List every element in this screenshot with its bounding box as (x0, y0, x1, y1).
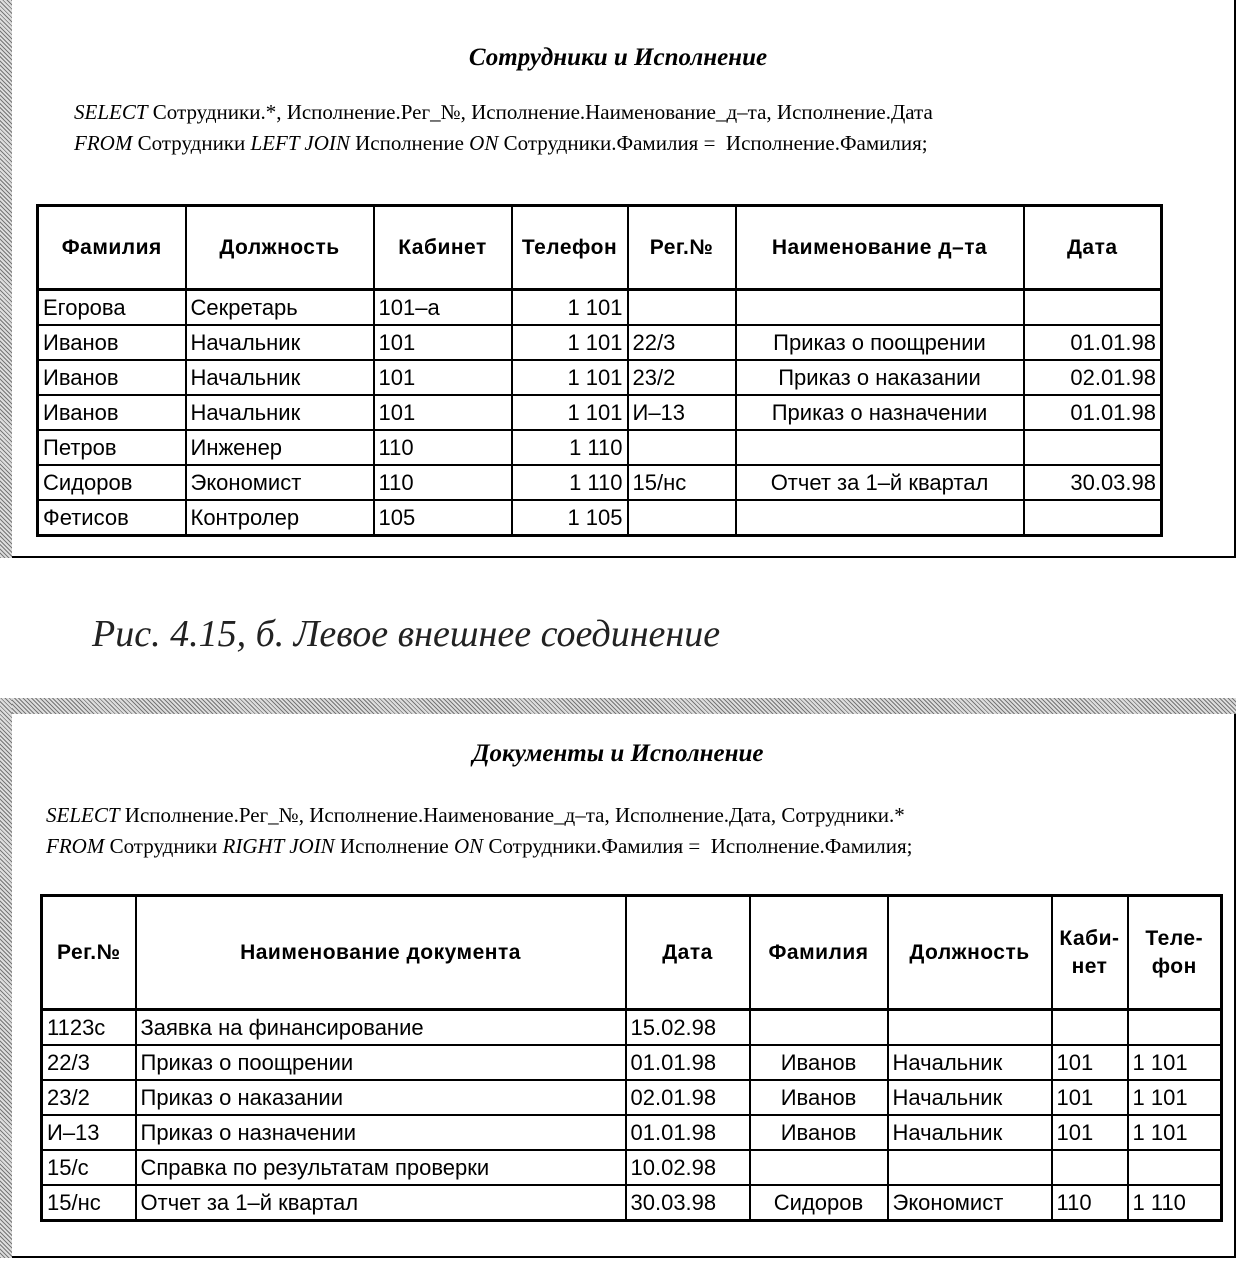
table-row[interactable] (38, 465, 1162, 500)
column-header[interactable]: Должность (186, 206, 374, 290)
table-cell[interactable]: 110 (374, 430, 512, 465)
sql-text: Исполнение (334, 834, 454, 858)
figure1-sql (74, 97, 933, 159)
figure2-sql (46, 800, 912, 862)
table-cell[interactable] (736, 290, 1024, 326)
table-cell[interactable] (628, 500, 736, 536)
table-cell[interactable]: 30.03.98 (1024, 465, 1162, 500)
table-cell[interactable]: 01.01.98 (626, 1115, 750, 1150)
table-row[interactable] (38, 395, 1162, 430)
table-cell[interactable]: 02.01.98 (626, 1080, 750, 1115)
table-cell[interactable]: Приказ о наказании (136, 1080, 626, 1115)
column-header[interactable]: Рег.№ (628, 206, 736, 290)
sql-keyword: SELECT (74, 100, 148, 124)
table-cell[interactable]: Начальник (888, 1045, 1052, 1080)
table-row[interactable] (42, 1045, 1222, 1080)
table-cell[interactable]: Егорова (38, 290, 186, 326)
table-cell[interactable]: 15/нс (628, 465, 736, 500)
table-cell[interactable] (888, 1010, 1052, 1046)
table-row[interactable] (38, 500, 1162, 536)
table-cell[interactable]: 101 (1052, 1045, 1128, 1080)
table-cell[interactable]: Иванов (750, 1080, 888, 1115)
column-header[interactable] (1052, 896, 1128, 1010)
sql-text: Сотрудники.*, Исполнение.Рег_№, Исполнение.Наименование_д–та, Исполнение.Дата (147, 100, 933, 124)
table-header-row (38, 206, 1162, 290)
sql-text: Сотрудники.Фамилия = Исполнение.Фамилия; (483, 834, 913, 858)
table-cell[interactable]: 1 105 (512, 500, 628, 536)
sql-text: Сотрудники (104, 834, 223, 858)
table-cell[interactable]: Начальник (186, 325, 374, 360)
table-row[interactable] (38, 430, 1162, 465)
table-cell[interactable]: Иванов (750, 1115, 888, 1150)
table-cell[interactable]: Инженер (186, 430, 374, 465)
table-cell[interactable]: 01.01.98 (626, 1045, 750, 1080)
table-cell[interactable]: Иванов (38, 395, 186, 430)
table-cell[interactable]: Петров (38, 430, 186, 465)
column-header[interactable]: Телефон (512, 206, 628, 290)
table-cell[interactable] (888, 1150, 1052, 1185)
sql-text: Сотрудники.Фамилия = Исполнение.Фамилия; (498, 131, 928, 155)
table-cell[interactable]: Отчет за 1–й квартал (736, 465, 1024, 500)
table-row[interactable] (38, 360, 1162, 395)
table-cell[interactable] (1128, 1150, 1222, 1185)
table-cell[interactable]: 1 101 (1128, 1080, 1222, 1115)
table-header-row (42, 896, 1222, 1010)
table-cell[interactable]: 15/с (42, 1150, 136, 1185)
table-cell[interactable]: Секретарь (186, 290, 374, 326)
table-cell[interactable]: Начальник (888, 1080, 1052, 1115)
table-cell[interactable] (736, 500, 1024, 536)
table-cell[interactable]: Приказ о наказании (736, 360, 1024, 395)
header-line: нет (1071, 954, 1108, 978)
sql-keyword: ON (469, 131, 499, 155)
figure-caption: Рис. 4.15, б. Левое внешнее соединение (92, 613, 721, 655)
right-join-result-table (40, 894, 1223, 1222)
table-cell[interactable]: Фетисов (38, 500, 186, 536)
table-cell[interactable]: Сидоров (750, 1185, 888, 1221)
table-cell[interactable]: 101 (1052, 1115, 1128, 1150)
table-cell[interactable]: 1 110 (512, 430, 628, 465)
table-cell[interactable]: 1 101 (1128, 1045, 1222, 1080)
table-cell[interactable] (1024, 290, 1162, 326)
table-cell[interactable]: 02.01.98 (1024, 360, 1162, 395)
table-cell[interactable]: 1123с (42, 1010, 136, 1046)
table-row[interactable] (42, 1010, 1222, 1046)
window-shadow (0, 698, 1236, 714)
table-cell[interactable]: 1 101 (512, 360, 628, 395)
table-cell[interactable] (1052, 1150, 1128, 1185)
table-cell[interactable]: 1 101 (512, 290, 628, 326)
table-cell[interactable]: 105 (374, 500, 512, 536)
table-cell[interactable]: 01.01.98 (1024, 325, 1162, 360)
table-cell[interactable]: 23/2 (628, 360, 736, 395)
window-shadow (0, 0, 12, 558)
sql-keyword: FROM (74, 131, 133, 155)
left-join-window (0, 0, 1236, 558)
column-header[interactable]: Фамилия (750, 896, 888, 1010)
table-cell[interactable]: 15/нс (42, 1185, 136, 1221)
table-row[interactable] (38, 290, 1162, 326)
sql-keyword: LEFT JOIN (250, 131, 350, 155)
table-cell[interactable]: Контролер (186, 500, 374, 536)
table-cell[interactable]: 101 (374, 325, 512, 360)
table-cell[interactable]: 1 101 (512, 395, 628, 430)
column-header[interactable]: Дата (626, 896, 750, 1010)
table-cell[interactable]: Приказ о поощрении (136, 1045, 626, 1080)
table-cell[interactable]: Приказ о поощрении (736, 325, 1024, 360)
table-cell[interactable]: Начальник (186, 360, 374, 395)
table-cell[interactable] (1024, 500, 1162, 536)
figure1-title: Сотрудники и Исполнение (468, 44, 768, 71)
sql-keyword: FROM (46, 834, 105, 858)
table-cell[interactable]: 01.01.98 (1024, 395, 1162, 430)
header-line: фон (1151, 954, 1197, 978)
table-cell[interactable] (736, 430, 1024, 465)
table-cell[interactable]: 110 (1052, 1185, 1128, 1221)
table-cell[interactable] (628, 290, 736, 326)
column-header[interactable]: Должность (888, 896, 1052, 1010)
sql-keyword: RIGHT JOIN (222, 834, 335, 858)
sql-text: Сотрудники (132, 131, 251, 155)
table-cell[interactable]: 15.02.98 (626, 1010, 750, 1046)
table-cell[interactable]: Приказ о назначении (736, 395, 1024, 430)
table-cell[interactable] (1052, 1010, 1128, 1046)
table-cell[interactable]: Иванов (38, 360, 186, 395)
table-cell[interactable] (1024, 430, 1162, 465)
table-cell[interactable]: Иванов (38, 325, 186, 360)
table-cell[interactable]: Приказ о назначении (136, 1115, 626, 1150)
table-cell[interactable]: 1 101 (1128, 1115, 1222, 1150)
table-cell[interactable]: Отчет за 1–й квартал (136, 1185, 626, 1221)
table-cell[interactable]: Сидоров (38, 465, 186, 500)
column-header[interactable]: Наименование документа (136, 896, 626, 1010)
table-cell[interactable]: 101 (374, 395, 512, 430)
table-cell[interactable] (1128, 1010, 1222, 1046)
table-cell[interactable]: 101–а (374, 290, 512, 326)
sql-keyword: SELECT (46, 803, 120, 827)
window-shadow (0, 698, 12, 1258)
table-cell[interactable]: Начальник (888, 1115, 1052, 1150)
table-cell[interactable]: 110 (374, 465, 512, 500)
table-cell[interactable]: 22/3 (42, 1045, 136, 1080)
table-cell[interactable]: И–13 (628, 395, 736, 430)
table-cell[interactable]: 1 110 (512, 465, 628, 500)
table-cell[interactable]: 30.03.98 (626, 1185, 750, 1221)
column-header[interactable]: Рег.№ (42, 896, 136, 1010)
left-join-result-table (36, 204, 1163, 537)
figure2-title: Документы и Исполнение (472, 740, 764, 767)
column-header[interactable]: Наименование д–та (736, 206, 1024, 290)
table-row[interactable] (42, 1115, 1222, 1150)
table-row[interactable] (42, 1185, 1222, 1221)
table-cell[interactable] (750, 1010, 888, 1046)
table-row[interactable] (42, 1150, 1222, 1185)
sql-keyword: ON (454, 834, 484, 858)
header-line: Каби- (1059, 926, 1120, 950)
table-cell[interactable]: Заявка на финансирование (136, 1010, 626, 1046)
table-cell[interactable]: Начальник (186, 395, 374, 430)
table-cell[interactable]: 1 110 (1128, 1185, 1222, 1221)
table-cell[interactable]: 1 101 (512, 325, 628, 360)
table-cell[interactable]: И–13 (42, 1115, 136, 1150)
table-cell[interactable]: 22/3 (628, 325, 736, 360)
table-cell[interactable] (750, 1150, 888, 1185)
sql-text: Исполнение (349, 131, 470, 155)
table-cell[interactable] (628, 430, 736, 465)
table-cell[interactable]: Справка по результатам проверки (136, 1150, 626, 1185)
table-row[interactable] (42, 1080, 1222, 1115)
column-header[interactable]: Кабинет (374, 206, 512, 290)
column-header[interactable] (1128, 896, 1222, 1010)
column-header[interactable]: Дата (1024, 206, 1162, 290)
table-cell[interactable]: Экономист (888, 1185, 1052, 1221)
table-row[interactable] (38, 325, 1162, 360)
table-cell[interactable]: Экономист (186, 465, 374, 500)
table-cell[interactable]: 101 (374, 360, 512, 395)
header-line: Теле- (1145, 926, 1204, 950)
table-cell[interactable]: 10.02.98 (626, 1150, 750, 1185)
column-header[interactable]: Фамилия (38, 206, 186, 290)
table-cell[interactable]: 101 (1052, 1080, 1128, 1115)
right-join-window (0, 698, 1236, 1258)
sql-text: Исполнение.Рег_№, Исполнение.Наименование_д–та, Исполнение.Дата, Сотрудники.* (119, 803, 905, 827)
table-cell[interactable]: 23/2 (42, 1080, 136, 1115)
table-cell[interactable]: Иванов (750, 1045, 888, 1080)
